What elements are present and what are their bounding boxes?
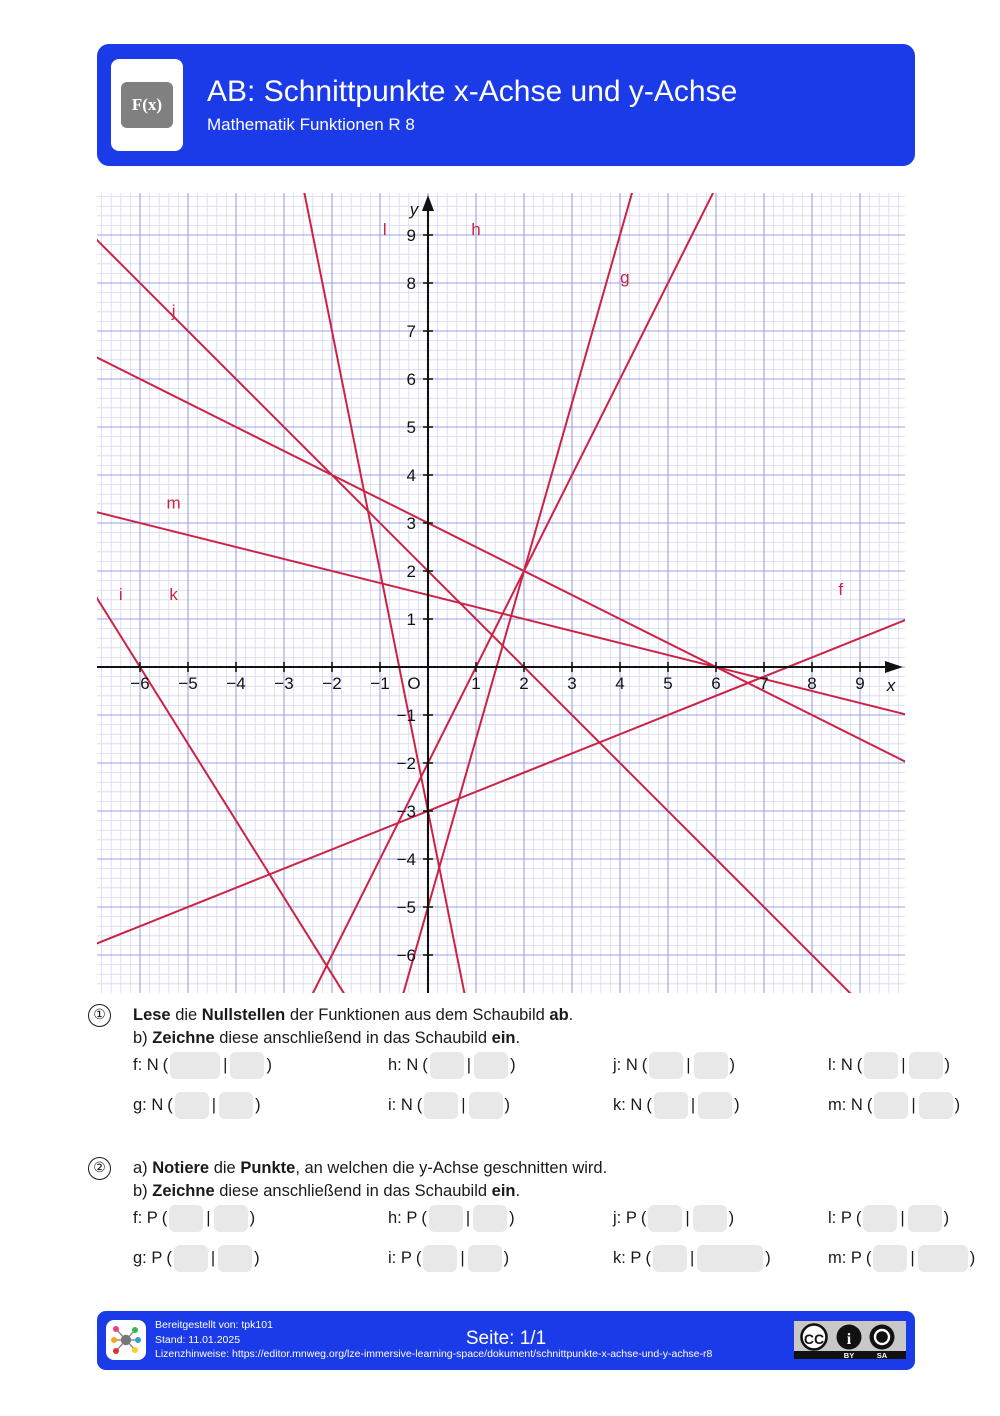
cc-icon — [794, 1321, 906, 1359]
header-text-block — [207, 74, 737, 137]
graph-svg — [97, 193, 905, 993]
answer-cell-l — [828, 1052, 952, 1079]
x-tick--4: −4 — [226, 674, 246, 693]
answer-cell-m — [828, 1092, 962, 1119]
paren-open: ( — [421, 1209, 427, 1227]
blank-input-y-g[interactable] — [219, 1092, 253, 1119]
separator: | — [461, 1096, 466, 1114]
ex1-a-seg-5: . — [568, 1006, 574, 1024]
answer-label-m: m: P — [828, 1249, 862, 1267]
paren-open: ( — [422, 1056, 428, 1074]
blank-input-y-m[interactable] — [919, 1092, 953, 1119]
ex2-b-seg-3: ein — [491, 1182, 516, 1200]
y-tick--2: −2 — [396, 754, 416, 773]
answer-row — [88, 1205, 950, 1245]
separator: | — [223, 1056, 228, 1074]
exercise-2-text — [133, 1157, 938, 1203]
paren-open: ( — [416, 1096, 423, 1114]
x-tick-6: 6 — [711, 674, 721, 693]
blank-input-y-i[interactable] — [469, 1092, 503, 1119]
ex2-b-seg-0: b) — [133, 1182, 153, 1200]
page-header — [97, 44, 915, 166]
y-tick-7: 7 — [406, 322, 416, 341]
page-footer — [97, 1311, 915, 1370]
function-label-f: f — [838, 580, 844, 599]
svg-text:BY: BY — [843, 1351, 855, 1359]
answer-label-g: g: P — [133, 1249, 163, 1267]
exercise-1-line-b — [133, 1027, 938, 1050]
answer-label-k: k: P — [613, 1249, 642, 1267]
ex2-b-seg-4: . — [515, 1182, 521, 1200]
blank-input-y-j[interactable] — [693, 1205, 727, 1232]
paren-close: ) — [509, 1209, 515, 1227]
answer-row — [88, 1245, 976, 1285]
paren-open: ( — [645, 1249, 651, 1267]
paren-open: ( — [641, 1056, 648, 1074]
paren-close: ) — [249, 1209, 256, 1227]
paren-close: ) — [954, 1096, 961, 1114]
blank-input-x-k[interactable] — [654, 1092, 688, 1119]
y-tick--4: −4 — [396, 850, 416, 869]
ex2-a-seg-4: , an welchen die y-Achse geschnitten wird. — [295, 1159, 608, 1177]
svg-text:SA: SA — [876, 1351, 888, 1359]
y-tick--3: −3 — [396, 802, 416, 821]
y-tick-9: 9 — [406, 226, 416, 245]
ex1-b-seg-1: Zeichne — [152, 1029, 215, 1047]
ex2-b-seg-1: Zeichne — [152, 1182, 215, 1200]
answer-cell-h — [388, 1205, 517, 1232]
function-label-i: i — [118, 584, 123, 604]
separator: | — [211, 1096, 217, 1114]
x-tick-5: 5 — [663, 674, 673, 693]
exercise-1 — [88, 1004, 961, 1114]
x-tick--5: −5 — [178, 674, 198, 693]
blank-input-x-h[interactable] — [429, 1205, 463, 1232]
ex2-a-seg-2: die — [209, 1159, 241, 1177]
answer-cell-l — [828, 1205, 951, 1232]
x-tick-3: 3 — [567, 674, 577, 693]
blank-input-x-l[interactable] — [864, 1052, 898, 1079]
answer-label-h: h: P — [388, 1209, 418, 1227]
blank-input-x-m[interactable] — [874, 1092, 908, 1119]
answer-cell-h — [388, 1052, 518, 1079]
ex1-a-seg-2: Nullstellen — [201, 1006, 286, 1024]
blank-input-y-h[interactable] — [474, 1052, 508, 1079]
function-icon: F(x) — [121, 82, 173, 128]
blank-input-x-m[interactable] — [873, 1245, 907, 1272]
blank-input-x-g[interactable] — [175, 1092, 209, 1119]
paren-close: ) — [266, 1056, 272, 1074]
coordinate-graph — [97, 193, 905, 993]
function-label-j: j — [171, 301, 176, 321]
paren-open: ( — [855, 1209, 862, 1227]
paren-open: ( — [646, 1096, 652, 1114]
footer-license[interactable]: Lizenzhinweise: https://editor.mnweg.org/lze-immersive-learning-space/dokument/schnittpunkte-x-achse-und-y-achse-r8 — [155, 1348, 713, 1360]
blank-input-y-g[interactable] — [218, 1245, 252, 1272]
function-label-g: g — [620, 268, 630, 287]
ex2-b-seg-2: diese anschließend in das Schaubild — [214, 1182, 492, 1200]
page-title: AB: Schnittpunkte x-Achse und y-Achse — [207, 74, 738, 108]
answer-cell-i — [388, 1092, 512, 1119]
blank-input-x-l[interactable] — [863, 1205, 897, 1232]
answer-label-g: g: N — [133, 1096, 164, 1114]
answer-cell-g — [133, 1092, 263, 1119]
answer-row — [88, 1052, 951, 1092]
footer-page-number: Seite: 1/1 — [465, 1328, 547, 1349]
x-tick--2: −2 — [322, 674, 342, 693]
blank-input-y-l[interactable] — [908, 1205, 942, 1232]
ex1-a-seg-3: der Funktionen aus dem Schaubild — [285, 1006, 550, 1024]
answer-label-i: i: P — [388, 1249, 412, 1267]
blank-input-x-i[interactable] — [424, 1092, 458, 1119]
y-tick-3: 3 — [406, 514, 416, 533]
separator: | — [910, 1249, 915, 1267]
paren-close: ) — [510, 1056, 516, 1074]
y-axis-label: y — [409, 200, 419, 219]
answer-row — [88, 1092, 961, 1132]
blank-input-y-k[interactable] — [697, 1245, 763, 1272]
separator: | — [690, 1096, 696, 1114]
separator: | — [900, 1209, 905, 1227]
exercise-1-text — [133, 1004, 938, 1050]
paren-open: ( — [167, 1096, 173, 1114]
blank-input-x-j[interactable] — [649, 1052, 683, 1079]
paren-close: ) — [734, 1096, 740, 1114]
x-axis-label: x — [886, 676, 896, 695]
paren-open: ( — [866, 1096, 873, 1114]
y-tick--6: −6 — [396, 946, 416, 965]
exercise-1-answers — [88, 1052, 961, 1132]
blank-input-y-l[interactable] — [909, 1052, 943, 1079]
separator: | — [460, 1249, 465, 1267]
exercise-2-line-b — [133, 1180, 938, 1203]
blank-input-y-k[interactable] — [698, 1092, 732, 1119]
answer-cell-k — [613, 1092, 742, 1119]
separator: | — [689, 1249, 695, 1267]
blank-input-y-m[interactable] — [918, 1245, 968, 1272]
ex1-b-seg-0: b) — [133, 1029, 153, 1047]
origin-label: O — [407, 674, 421, 693]
blank-input-y-f[interactable] — [214, 1205, 248, 1232]
paren-close: ) — [503, 1249, 510, 1267]
answer-cell-j — [613, 1052, 737, 1079]
blank-input-y-f[interactable] — [230, 1052, 264, 1079]
paren-close: ) — [255, 1096, 261, 1114]
paren-close: ) — [943, 1209, 950, 1227]
ex1-b-seg-4: . — [515, 1029, 521, 1047]
answer-cell-f — [133, 1052, 274, 1079]
blank-input-x-h[interactable] — [430, 1052, 464, 1079]
separator: | — [911, 1096, 916, 1114]
paren-open: ( — [162, 1056, 169, 1074]
answer-label-f: f: P — [133, 1209, 158, 1227]
answer-label-l: l: N — [828, 1056, 853, 1074]
paren-open: ( — [856, 1056, 863, 1074]
y-tick-4: 4 — [406, 466, 416, 485]
paren-open: ( — [865, 1249, 872, 1267]
answer-label-h: h: N — [388, 1056, 419, 1074]
footer-stand: Stand: 11.01.2025 — [155, 1333, 241, 1346]
paren-open: ( — [640, 1209, 647, 1227]
ex2-a-seg-0: a) — [133, 1159, 153, 1177]
blank-input-x-f[interactable] — [170, 1052, 220, 1079]
function-label-k: k — [169, 584, 178, 604]
paren-close: ) — [765, 1249, 771, 1267]
footer-provided-by: Bereitgestellt von: tpk101 — [155, 1319, 273, 1331]
x-tick-2: 2 — [519, 674, 529, 693]
creative-commons-badge[interactable] — [794, 1321, 906, 1359]
blank-input-x-f[interactable] — [169, 1205, 203, 1232]
paren-close: ) — [969, 1249, 976, 1267]
answer-label-f: f: N — [133, 1056, 159, 1074]
y-tick-6: 6 — [406, 370, 416, 389]
blank-input-y-j[interactable] — [694, 1052, 728, 1079]
blank-input-x-g[interactable] — [174, 1245, 208, 1272]
blank-input-x-i[interactable] — [423, 1245, 457, 1272]
y-tick-5: 5 — [406, 418, 416, 437]
exercise-2 — [88, 1157, 976, 1267]
answer-label-l: l: P — [828, 1209, 852, 1227]
paren-close: ) — [728, 1209, 735, 1227]
exercise-2-answers — [88, 1205, 976, 1285]
answer-cell-m — [828, 1245, 977, 1272]
answer-label-m: m: N — [828, 1096, 863, 1114]
page-subtitle: Mathematik Funktionen R 8 — [207, 114, 415, 134]
separator: | — [685, 1209, 690, 1227]
separator: | — [901, 1056, 906, 1074]
ex1-b-seg-2: diese anschließend in das Schaubild — [214, 1029, 492, 1047]
y-tick-1: 1 — [406, 610, 416, 629]
answer-cell-k — [613, 1245, 773, 1272]
exercise-2-number: ② — [88, 1157, 111, 1180]
separator: | — [465, 1209, 471, 1227]
svg-text:i: i — [846, 1331, 852, 1348]
x-tick-1: 1 — [471, 674, 481, 693]
svg-text:CC: CC — [803, 1331, 825, 1347]
function-label-m: m — [166, 493, 181, 513]
separator: | — [210, 1249, 216, 1267]
ex1-a-seg-0: Lese — [133, 1006, 171, 1024]
y-tick--5: −5 — [396, 898, 416, 917]
answer-cell-j — [613, 1205, 736, 1232]
paren-open: ( — [415, 1249, 422, 1267]
x-tick-4: 4 — [615, 674, 625, 693]
separator: | — [466, 1056, 472, 1074]
x-tick--3: −3 — [274, 674, 294, 693]
separator: | — [206, 1209, 211, 1227]
ex1-a-seg-1: die — [170, 1006, 202, 1024]
blank-input-y-h[interactable] — [473, 1205, 507, 1232]
blank-input-x-k[interactable] — [653, 1245, 687, 1272]
ex1-a-seg-4: ab — [549, 1006, 569, 1024]
exercise-2-line-a — [133, 1157, 938, 1180]
paren-close: ) — [944, 1056, 951, 1074]
answer-label-i: i: N — [388, 1096, 413, 1114]
separator: | — [686, 1056, 691, 1074]
ex2-a-seg-1: Notiere — [152, 1159, 210, 1177]
x-tick-7: 7 — [759, 674, 769, 693]
y-tick-2: 2 — [406, 562, 416, 581]
paren-open: ( — [166, 1249, 172, 1267]
paren-open: ( — [161, 1209, 168, 1227]
blank-input-y-i[interactable] — [468, 1245, 502, 1272]
answer-cell-g — [133, 1245, 262, 1272]
x-tick--6: −6 — [130, 674, 150, 693]
blank-input-x-j[interactable] — [648, 1205, 682, 1232]
answer-label-k: k: N — [613, 1096, 643, 1114]
answer-cell-f — [133, 1205, 257, 1232]
graph-background — [97, 193, 905, 993]
exercise-1-line-a — [133, 1004, 938, 1027]
y-tick--1: −1 — [396, 706, 416, 725]
x-tick--1: −1 — [370, 674, 390, 693]
function-label-h: h — [471, 220, 481, 239]
paren-close: ) — [504, 1096, 511, 1114]
header-logo — [111, 59, 183, 151]
ex1-b-seg-3: ein — [491, 1029, 516, 1047]
x-tick-9: 9 — [855, 674, 865, 693]
exercise-1-number: ① — [88, 1004, 111, 1027]
ex2-a-seg-3: Punkte — [240, 1159, 296, 1177]
paren-close: ) — [254, 1249, 260, 1267]
answer-label-j: j: P — [613, 1209, 637, 1227]
paren-close: ) — [729, 1056, 736, 1074]
answer-cell-i — [388, 1245, 511, 1272]
x-tick-8: 8 — [807, 674, 817, 693]
answer-label-j: j: N — [613, 1056, 638, 1074]
y-tick-8: 8 — [406, 274, 416, 293]
function-label-l: l — [382, 220, 387, 239]
